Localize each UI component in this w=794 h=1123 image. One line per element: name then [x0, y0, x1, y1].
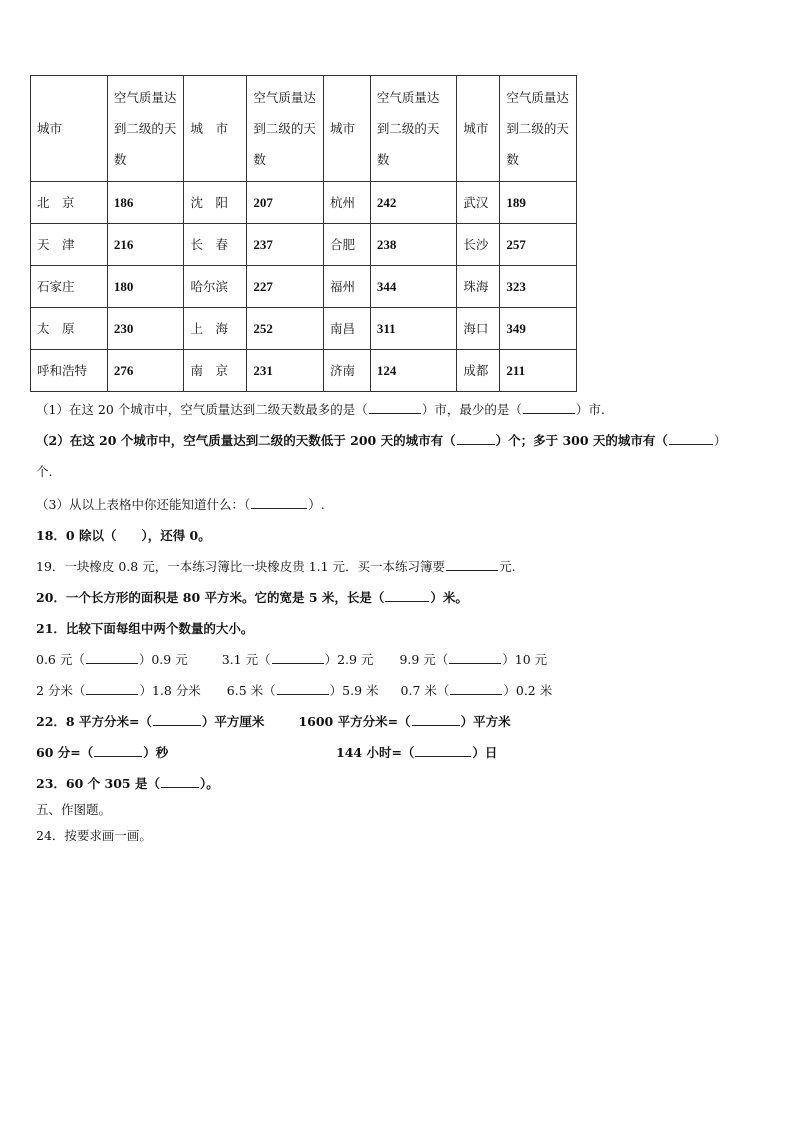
city-cell: 石家庄 — [31, 266, 108, 308]
q21-title — [36, 619, 253, 637]
days-cell: 230 — [107, 308, 184, 350]
table-row — [31, 266, 577, 308]
section-five-heading — [36, 800, 111, 818]
header-days-3: 空气质量达到二级的天数 — [370, 76, 457, 182]
q22-row2-right — [336, 743, 497, 761]
compare-item — [36, 652, 188, 667]
days-cell: 323 — [500, 266, 577, 308]
city-cell: 南昌 — [323, 308, 370, 350]
city-cell: 上 海 — [184, 308, 247, 350]
city-cell: 太 原 — [31, 308, 108, 350]
days-cell: 238 — [370, 224, 457, 266]
answer-blank[interactable] — [523, 401, 575, 414]
q20-text-a: 20．一个长方形的面积是 80 平方米。它的宽是 5 米，长是（ — [36, 590, 385, 605]
compare-left: 6.5 米（ — [226, 683, 276, 698]
city-cell: 天 津 — [31, 224, 108, 266]
answer-blank[interactable] — [669, 432, 713, 445]
answer-blank[interactable] — [161, 775, 199, 788]
answer-blank[interactable] — [449, 651, 501, 664]
table-row — [31, 308, 577, 350]
city-cell: 武汉 — [457, 182, 500, 224]
days-cell: 257 — [500, 224, 577, 266]
answer-blank[interactable] — [457, 432, 495, 445]
q22-a2: ）平方厘米 — [201, 714, 265, 729]
section-five-text: 五、作图题。 — [36, 802, 112, 817]
answer-blank[interactable] — [385, 589, 429, 602]
q17-part1 — [36, 400, 605, 418]
q17-part2-text-a: （2）在这 20 个城市中，空气质量达到二级的天数低于 200 天的城市有（ — [36, 433, 456, 448]
q22-d2: ）日 — [472, 745, 498, 760]
compare-right: ）5.9 米 — [329, 683, 379, 698]
compare-left: 9.9 元（ — [399, 652, 449, 667]
q20-text-b: ）米。 — [430, 590, 468, 605]
q24-text: 24．按要求画一画。 — [36, 828, 152, 843]
header-city-4: 城市 — [457, 76, 500, 182]
header-city-3: 城市 — [323, 76, 370, 182]
city-cell: 沈 阳 — [184, 182, 247, 224]
q23-text-b: ）。 — [199, 776, 219, 791]
compare-item — [401, 683, 553, 698]
q17-part2-cont — [36, 462, 52, 480]
q17-part1-text-c: ）市. — [575, 402, 605, 417]
compare-right: ）10 元 — [502, 652, 548, 667]
compare-left: 3.1 元（ — [221, 652, 271, 667]
answer-blank[interactable] — [412, 713, 460, 726]
header-days-2: 空气质量达到二级的天数 — [247, 76, 324, 182]
header-days-4: 空气质量达到二级的天数 — [500, 76, 577, 182]
days-cell: 252 — [247, 308, 324, 350]
q22-b1: 1600 平方分米=（ — [298, 714, 411, 729]
header-days-1: 空气质量达到二级的天数 — [107, 76, 184, 182]
compare-left: 2 分米（ — [36, 683, 86, 698]
city-cell: 北 京 — [31, 182, 108, 224]
q17-part3 — [36, 495, 325, 513]
q21-title-text: 21．比较下面每组中两个数量的大小。 — [36, 621, 254, 636]
q17-part3-text-b: ）. — [308, 497, 325, 512]
compare-right: ）2.9 元 — [324, 652, 374, 667]
compare-left: 0.7 米（ — [400, 683, 450, 698]
q21-row2 — [36, 681, 552, 699]
answer-blank[interactable] — [446, 558, 498, 571]
answer-blank[interactable] — [86, 682, 138, 695]
header-city-2: 城 市 — [184, 76, 247, 182]
days-cell: 237 — [247, 224, 324, 266]
city-cell: 南 京 — [184, 350, 247, 392]
compare-right: ）0.9 元 — [138, 652, 188, 667]
header-city-1: 城市 — [31, 76, 108, 182]
q24 — [36, 826, 152, 844]
days-cell: 207 — [247, 182, 324, 224]
q17-part1-text-b: ）市，最少的是（ — [421, 402, 522, 417]
city-cell: 海口 — [457, 308, 500, 350]
city-cell: 长沙 — [457, 224, 500, 266]
days-cell: 186 — [107, 182, 184, 224]
q19-text-a: 19．一块橡皮 0.8 元，一本练习簿比一块橡皮贵 1.1 元．买一本练习簿要 — [36, 559, 446, 574]
days-cell: 180 — [107, 266, 184, 308]
table-row — [31, 182, 577, 224]
answer-blank[interactable] — [369, 401, 421, 414]
q22-c2: ）秒 — [143, 745, 169, 760]
city-cell: 珠海 — [457, 266, 500, 308]
compare-left: 0.6 元（ — [36, 652, 85, 667]
q22-row2 — [36, 743, 168, 761]
air-quality-table — [30, 75, 577, 392]
answer-blank[interactable] — [86, 651, 138, 664]
city-cell: 福州 — [323, 266, 370, 308]
days-cell: 189 — [500, 182, 577, 224]
answer-blank[interactable] — [450, 682, 502, 695]
days-cell: 349 — [500, 308, 577, 350]
q19-text-b: 元. — [499, 559, 516, 574]
q22-c1: 60 分=（ — [36, 745, 94, 760]
compare-item — [227, 683, 379, 698]
q22-b2: ）平方米 — [460, 714, 511, 729]
q17-part2-text-b: ）个；多于 300 天的城市有（ — [495, 433, 668, 448]
answer-blank[interactable] — [272, 651, 324, 664]
compare-right: ）0.2 米 — [503, 683, 553, 698]
compare-right: ）1.8 分米 — [139, 683, 201, 698]
days-cell: 211 — [500, 350, 577, 392]
table-row — [31, 224, 577, 266]
compare-item — [36, 683, 201, 698]
days-cell: 216 — [107, 224, 184, 266]
q18-text: 18．0 除以（ ），还得 0。 — [36, 528, 211, 543]
city-cell: 长 春 — [184, 224, 247, 266]
compare-item — [399, 652, 547, 667]
days-cell: 124 — [370, 350, 457, 392]
q17-part1-text-a: （1）在这 20 个城市中，空气质量达到二级天数最多的是（ — [36, 402, 368, 417]
q23-text-a: 23．60 个 305 是（ — [36, 776, 160, 791]
table-header-row — [31, 76, 577, 182]
days-cell: 276 — [107, 350, 184, 392]
q23 — [36, 774, 219, 792]
q21-row1 — [36, 650, 547, 668]
city-cell: 合肥 — [323, 224, 370, 266]
q20 — [36, 588, 468, 606]
answer-blank[interactable] — [277, 682, 329, 695]
answer-blank[interactable] — [415, 744, 471, 757]
city-cell: 杭州 — [323, 182, 370, 224]
q17-part2-text-c: ） — [713, 433, 727, 448]
days-cell: 311 — [370, 308, 457, 350]
city-cell: 成都 — [457, 350, 500, 392]
days-cell: 344 — [370, 266, 457, 308]
days-cell: 227 — [247, 266, 324, 308]
answer-blank[interactable] — [94, 744, 142, 757]
city-cell: 呼和浩特 — [31, 350, 108, 392]
q22-row1 — [36, 712, 511, 730]
q18 — [36, 526, 211, 544]
q17-part2-text-d: 个. — [36, 464, 53, 479]
q19 — [36, 557, 516, 575]
days-cell: 231 — [247, 350, 324, 392]
days-cell: 242 — [370, 182, 457, 224]
city-cell: 济南 — [323, 350, 370, 392]
answer-blank[interactable] — [153, 713, 201, 726]
q17-part3-text-a: （3）从以上表格中你还能知道什么：（ — [36, 497, 251, 512]
city-cell: 哈尔滨 — [184, 266, 247, 308]
q22-d1: 144 小时=（ — [336, 745, 415, 760]
table-row — [31, 350, 577, 392]
q17-part2 — [36, 431, 726, 449]
q22-a1: 22．8 平方分米=（ — [36, 714, 152, 729]
answer-blank[interactable] — [251, 496, 307, 509]
compare-item — [222, 652, 374, 667]
